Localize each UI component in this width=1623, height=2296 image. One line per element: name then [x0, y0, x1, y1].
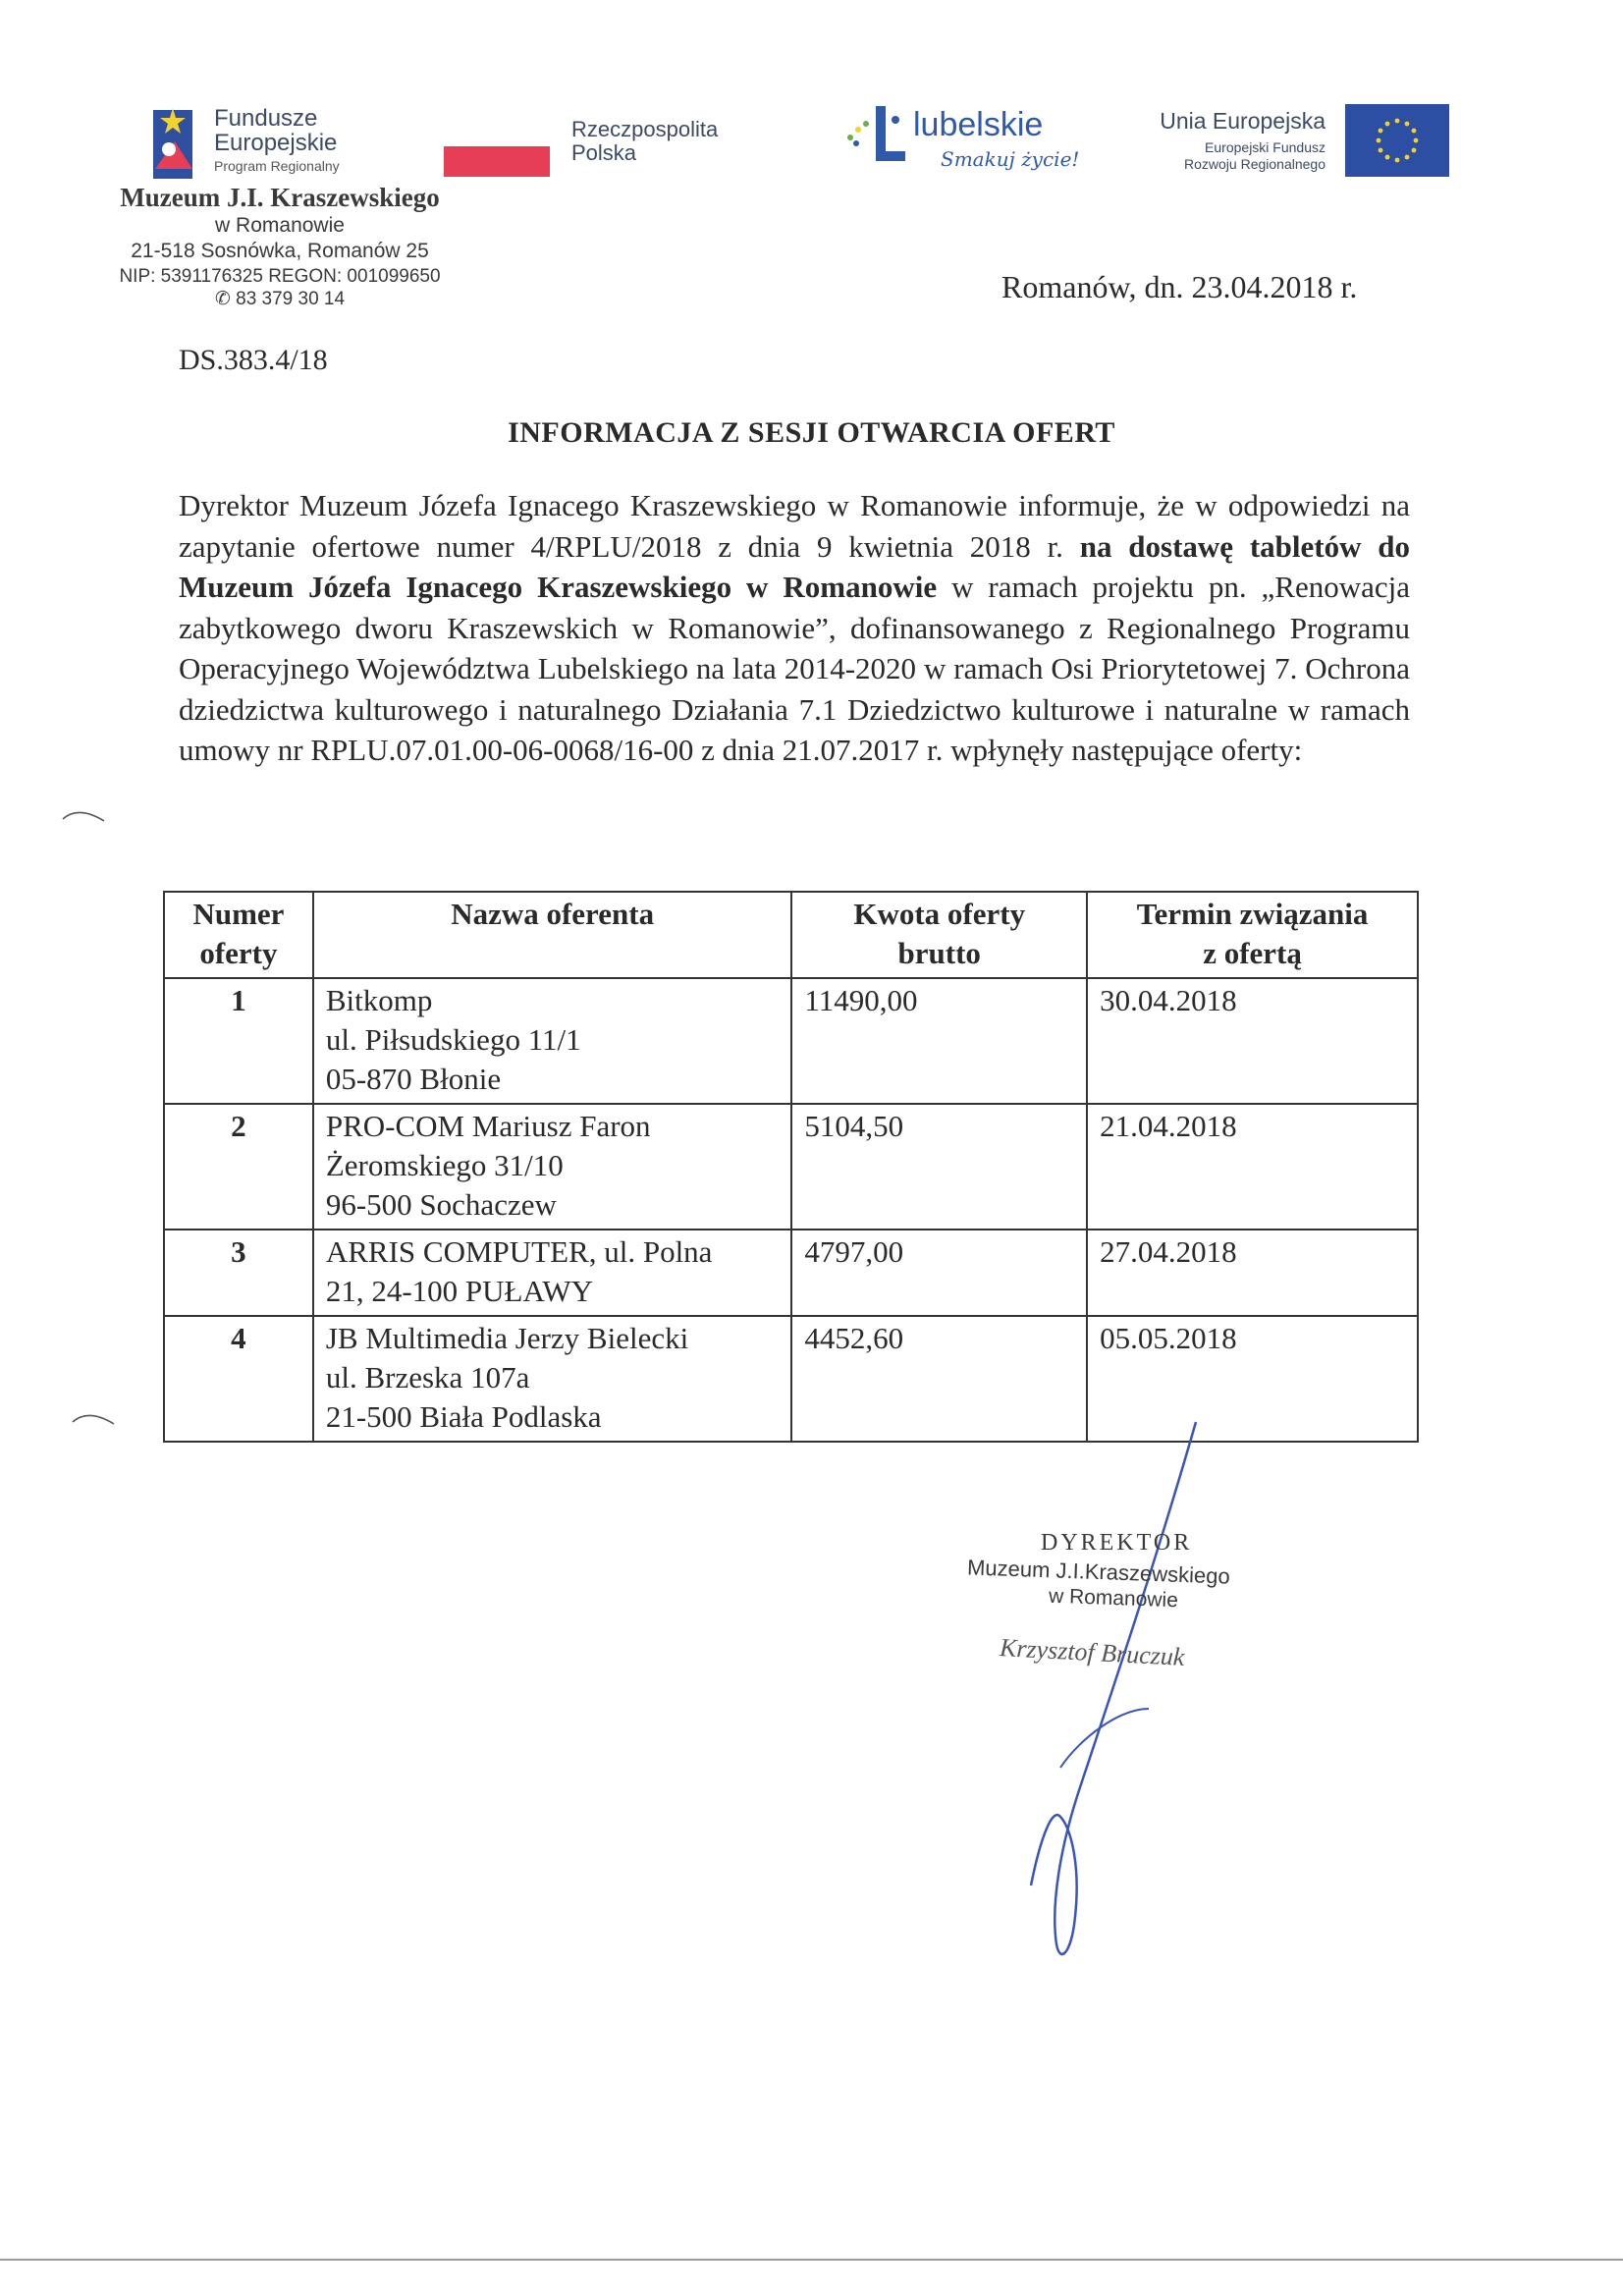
polish-flag-icon	[444, 116, 550, 177]
rzeczpospolita-label	[571, 118, 718, 165]
table-row	[164, 1230, 1418, 1316]
table-row	[164, 1316, 1418, 1442]
reference-number: DS.383.4/18	[179, 344, 328, 376]
fe-line-1: Fundusze	[214, 105, 318, 132]
offers-table	[163, 891, 1419, 1443]
header-bidder-name: Nazwa oferenta	[313, 892, 792, 978]
margin-mark	[71, 1408, 116, 1428]
pl-line-1: Rzeczpospolita	[571, 117, 719, 141]
lubelskie-tagline: Smakuj życie!	[941, 147, 1080, 171]
sender-place: w Romanowie	[215, 214, 345, 237]
body-rest: w ramach projektu pn. „Renowacja zabytkowego dworu Kraszewskich w Romanowie”, dofinansowanego z Regionalnego Programu Operacyjnego Województwa Lubelskiego na lata 2014-2020 w ramach Osi Priorytetowej 7. Ochrona dziedzictwa kulturowego i naturalnego Działania 7.1 Dziedzictwo kulturowe i naturalne w ramach umowy nr RPLU.07.01.00-06-0068/16-00 z dnia 21.07.2017 r. wpłynęły następujące oferty:	[179, 570, 1410, 767]
fe-line-2: Europejskie	[214, 130, 338, 157]
sender-name: Muzeum J.I. Kraszewskiego	[120, 183, 440, 212]
offer-number: 3	[164, 1230, 313, 1316]
offer-term: 30.04.2018	[1087, 978, 1418, 1104]
sender-phone: ✆ 83 379 30 14	[214, 289, 346, 310]
body-subject: na dostawę tabletów do Muzeum Józefa Ignacego Kraszewskiego w Romanowie	[179, 528, 1411, 604]
fe-line-3: Program Regionalny	[214, 158, 340, 175]
scan-edge-line	[0, 2259, 1623, 2261]
ue-line-1: Unia Europejska	[1160, 108, 1325, 134]
offer-number: 2	[164, 1104, 313, 1230]
unia-europejska-label	[1119, 108, 1325, 172]
margin-mark	[61, 805, 106, 825]
header-number: Numer oferty	[164, 892, 313, 978]
offer-term: 21.04.2018	[1087, 1104, 1418, 1230]
body-paragraph	[179, 485, 1410, 771]
document-title: INFORMACJA Z SESJI OTWARCIA OFERT	[508, 416, 1115, 449]
table-header-row	[164, 892, 1418, 978]
body-intro: Dyrektor Muzeum Józefa Ignacego Kraszewskiego w Romanowie informuje, że w odpowiedzi na zapytanie ofertowe numer 4/RPLU/2018 z dnia 9 kwietnia 2018 r.	[179, 488, 1410, 564]
offer-bidder: PRO-COM Mariusz Faron Żeromskiego 31/10 96-500 Sochaczew	[313, 1104, 792, 1230]
fundusze-europejskie-label	[214, 106, 340, 174]
eu-flag-icon	[1345, 104, 1449, 177]
sender-ids: NIP: 5391176325 REGON: 001099650	[119, 265, 441, 287]
ue-line-2: Europejski Fundusz	[1205, 139, 1325, 156]
table-row	[164, 1104, 1418, 1230]
offer-amount: 4797,00	[791, 1230, 1087, 1316]
header-amount: Kwota oferty brutto	[791, 892, 1087, 978]
sender-address: 21-518 Sosnówka, Romanów 25	[131, 240, 429, 263]
offer-amount: 11490,00	[791, 978, 1087, 1104]
offer-number: 4	[164, 1316, 313, 1442]
signature-title: DYREKTOR	[1041, 1530, 1193, 1556]
ue-line-3: Rozwoju Regionalnego	[1184, 155, 1325, 172]
offer-bidder: JB Multimedia Jerzy Bielecki ul. Brzeska 107a 21-500 Biała Podlaska	[313, 1316, 792, 1442]
table-row	[164, 978, 1418, 1104]
sender-stamp	[69, 183, 491, 311]
signature-place: w Romanowie	[1048, 1584, 1179, 1613]
offer-amount: 4452,60	[791, 1316, 1087, 1442]
offer-bidder: Bitkomp ul. Piłsudskiego 11/1 05-870 Błonie	[313, 978, 792, 1104]
document-date: Romanów, dn. 23.04.2018 r.	[1001, 269, 1358, 304]
pl-line-2: Polska	[571, 140, 637, 166]
fundusze-europejskie-logo-icon	[145, 100, 200, 183]
header-binding-term: Termin związania z ofertą	[1087, 892, 1418, 978]
offer-number: 1	[164, 978, 313, 1104]
lubelskie-name: lubelskie	[913, 106, 1044, 143]
offer-term: 05.05.2018	[1087, 1316, 1418, 1442]
signature-name: Krzysztof Bruczuk	[999, 1633, 1186, 1671]
signature-organization: Muzeum J.I.Kraszewskiego	[966, 1555, 1231, 1589]
offer-term: 27.04.2018	[1087, 1230, 1418, 1316]
offer-bidder: ARRIS COMPUTER, ul. Polna 21, 24-100 PUŁAWY	[313, 1230, 792, 1316]
offer-amount: 5104,50	[791, 1104, 1087, 1230]
lubelskie-logo-icon	[842, 100, 911, 177]
handwritten-signature	[1001, 1414, 1217, 1964]
